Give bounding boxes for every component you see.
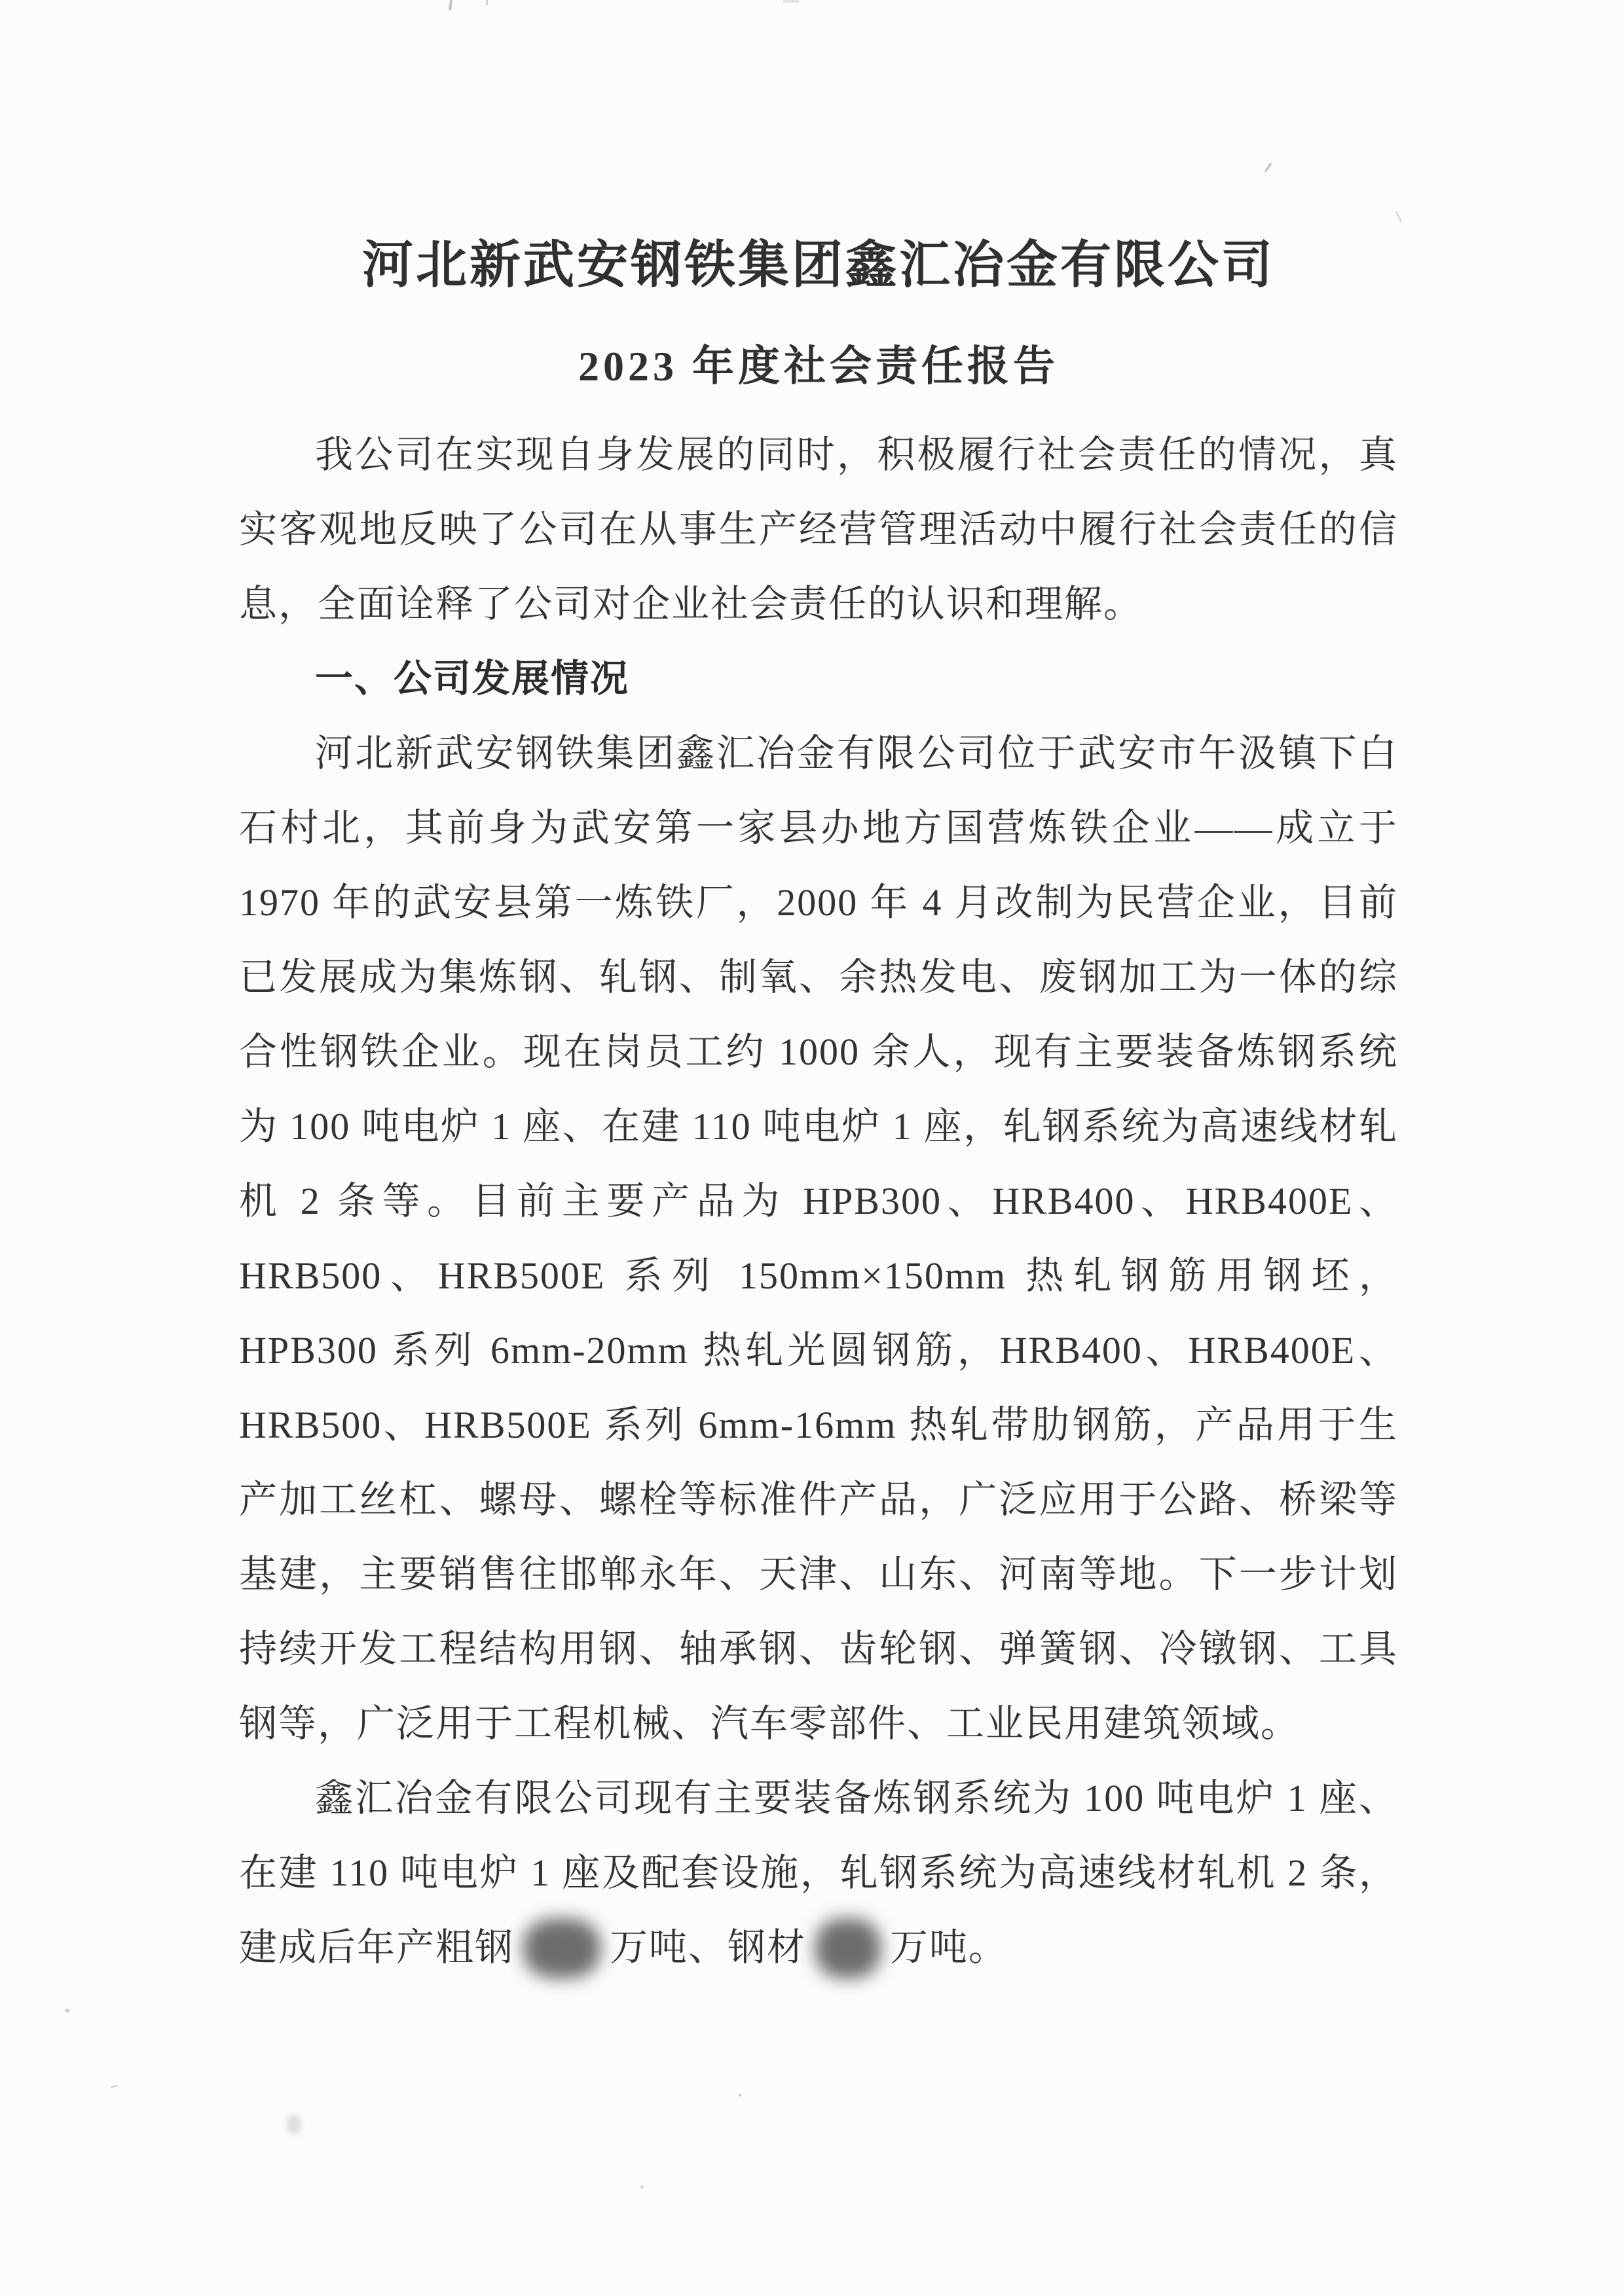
redacted-steel-product-figure: [815, 1918, 881, 1978]
intro-paragraph: 我公司在实现自身发展的同时，积极履行社会责任的情况，真实客观地反映了公司在从事生产经营管理活动中履行社会责任的信息，全面诠释了公司对企业社会责任的认识和理解。: [239, 433, 1398, 625]
scan-artifact: [739, 2094, 741, 2096]
redacted-crude-steel-figure: [523, 1918, 600, 1978]
capacity-text-part2: 万吨、钢材: [610, 1926, 807, 1969]
section1-heading: 一、公司发展情况: [315, 657, 630, 700]
document-title: 河北新武安钢铁集团鑫汇冶金有限公司: [361, 236, 1275, 293]
scan-artifact: [65, 2009, 69, 2013]
document-subtitle: 2023 年度社会责任报告: [578, 343, 1059, 390]
document-body: [239, 418, 1398, 1985]
company-development-paragraph: 河北新武安钢铁集团鑫汇冶金有限公司位于武安市午汲镇下白石村北，其前身为武安第一家县办地方国营炼铁企业——成立于 1970 年的武安县第一炼铁厂，2000 年 4 月改制为民营企业，目前已发展成为集炼钢、轧钢、制氧、余热发电、废钢加工为一体的综合性钢铁企业。现在岗员工约 1000 余人，现有主要装备炼钢系统为 100 吨电炉 1 座、在建 110 吨电炉 1 座，轧钢系统为高速线材轧机 2 条等。目前主要产品为 HPB300、HRB400、HRB400E、HRB500、HRB500E 系列 150mm×150mm 热轧钢筋用钢坯，HPB300 系列 6mm-20mm 热轧光圆钢筋，HRB400、HRB400E、HRB500、HRB500E 系列 6mm-16mm 热轧带肋钢筋，产品用于生产加工丝杠、螺母、螺栓等标准件产品，广泛应用于公路、桥梁等基建，主要销售往邯郸永年、天津、山东、河南等地。下一步计划持续开发工程结构用钢、轴承钢、齿轮钢、弹簧钢、冷镦钢、工具钢等，广泛用于工程机械、汽车零部件、工业民用建筑领域。: [239, 732, 1398, 1745]
capacity-text-part1: 鑫汇冶金有限公司现有主要装备炼钢系统为 100 吨电炉 1 座、在建 110 吨电炉 1 座及配套设施，轧钢系统为高速线材轧机 2 条，建成后年产粗钢: [239, 1777, 1398, 1969]
capacity-paragraph: [239, 1761, 1398, 1985]
scan-artifact: [287, 2115, 301, 2134]
document-content: [239, 0, 1398, 1985]
scan-artifact: [109, 2079, 118, 2088]
capacity-text-part3: 万吨。: [890, 1926, 1008, 1969]
scan-artifact: [640, 2185, 644, 2189]
